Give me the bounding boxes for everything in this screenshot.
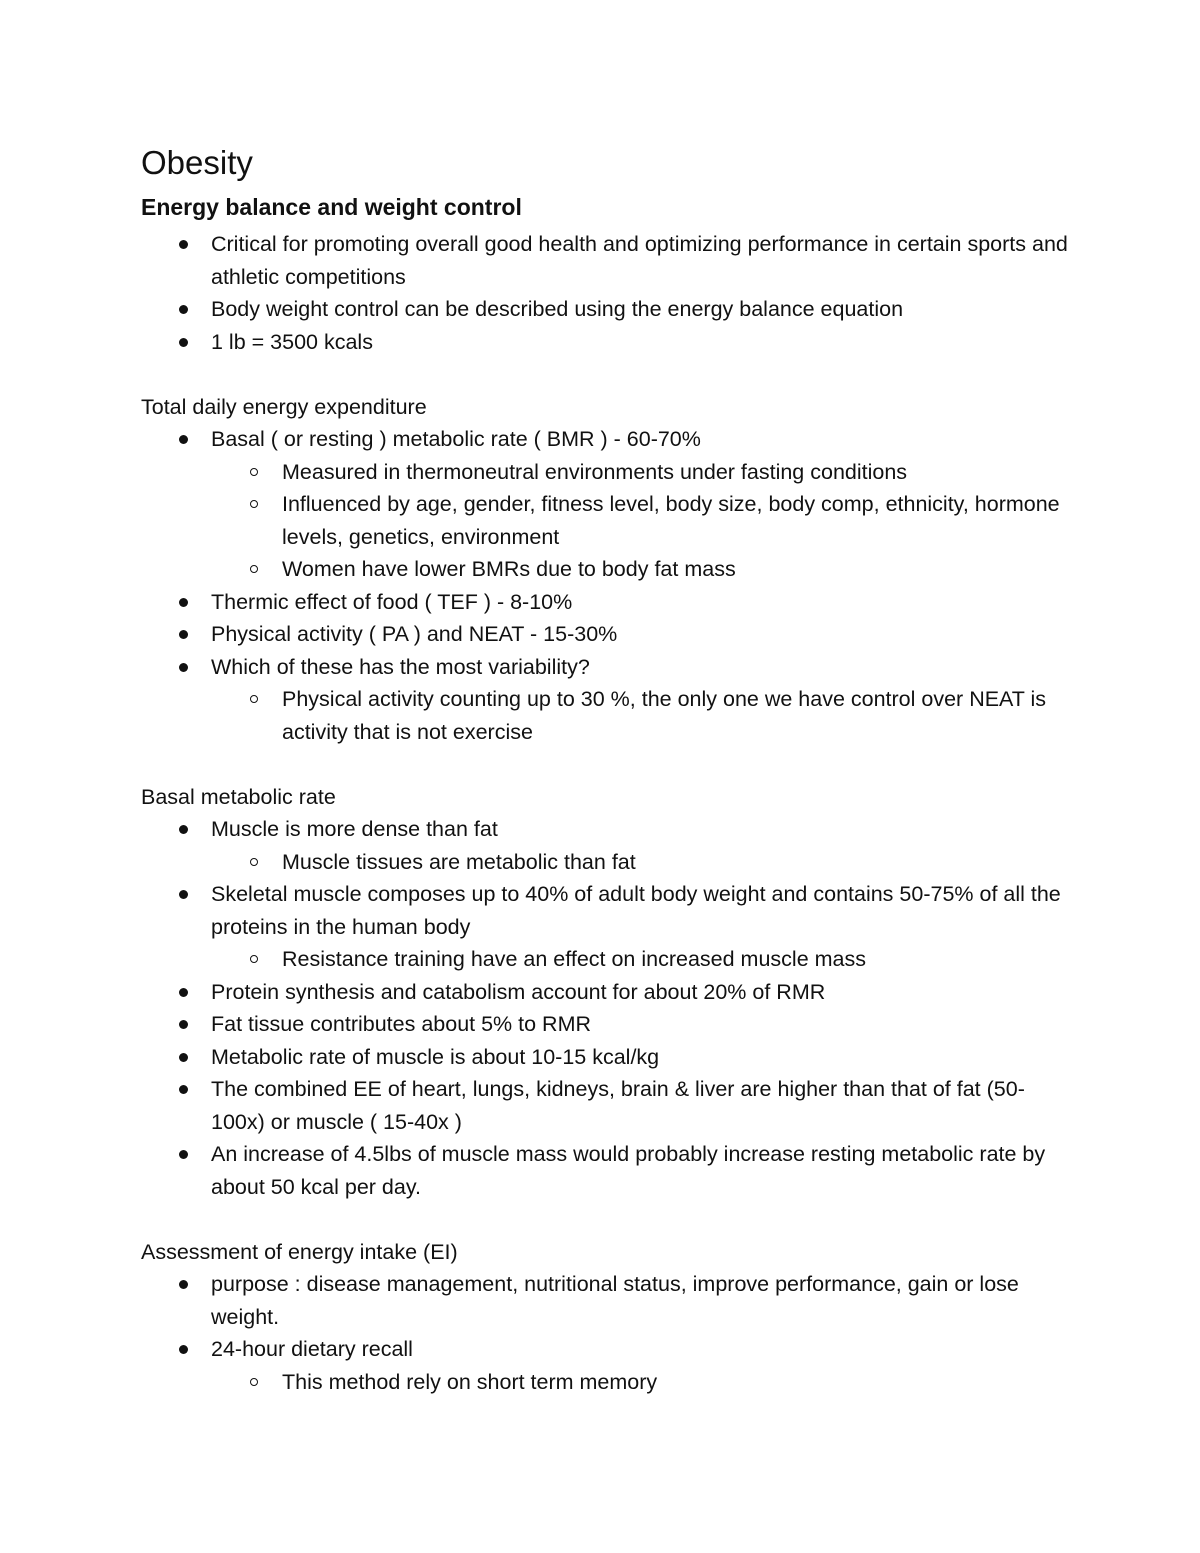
list-item: Fat tissue contributes about 5% to RMR	[141, 1008, 1071, 1041]
bmr-list	[141, 813, 1071, 1203]
sub-list-item: Influenced by age, gender, fitness level, body size, body comp, ethnicity, hormone levels, genetics, environment	[141, 488, 1071, 553]
list-item: Which of these has the most variability?	[141, 651, 1071, 684]
section-heading: Energy balance and weight control	[141, 194, 522, 220]
list-item: Skeletal muscle composes up to 40% of adult body weight and contains 50-75% of all the proteins in the human body	[141, 878, 1071, 943]
sub-list-item: Measured in thermoneutral environments under fasting conditions	[141, 456, 1071, 489]
list-item: Protein synthesis and catabolism account for about 20% of RMR	[141, 976, 1071, 1009]
bullet-dot-icon	[179, 240, 188, 249]
bullet-dot-icon	[179, 663, 188, 672]
bullet-circle-icon	[250, 565, 258, 573]
list-item: Muscle is more dense than fat	[141, 813, 1071, 846]
bullet-circle-icon	[250, 468, 258, 476]
bullet-circle-icon	[250, 1378, 258, 1386]
bullet-dot-icon	[179, 338, 188, 347]
bullet-dot-icon	[179, 630, 188, 639]
bullet-dot-icon	[179, 1150, 188, 1159]
sub-list-item: This method rely on short term memory	[141, 1366, 1071, 1399]
bullet-dot-icon	[179, 598, 188, 607]
bullet-dot-icon	[179, 1280, 188, 1289]
bullet-dot-icon	[179, 435, 188, 444]
sub-list-item: Physical activity counting up to 30 %, the only one we have control over NEAT is activity that is not exercise	[141, 683, 1071, 748]
list-item: 24-hour dietary recall	[141, 1333, 1071, 1366]
list-item: Thermic effect of food ( TEF ) - 8-10%	[141, 586, 1071, 619]
bullet-dot-icon	[179, 1345, 188, 1354]
document-page	[141, 140, 1071, 1398]
intro-list	[141, 228, 1071, 358]
list-item: Basal ( or resting ) metabolic rate ( BMR ) - 60-70%	[141, 423, 1071, 456]
bullet-circle-icon	[250, 858, 258, 866]
tdee-title: Total daily energy expenditure	[141, 394, 427, 419]
bullet-dot-icon	[179, 890, 188, 899]
bullet-dot-icon	[179, 305, 188, 314]
list-item: Body weight control can be described using the energy balance equation	[141, 293, 1071, 326]
ei-recall-sublist	[141, 1366, 1071, 1399]
list-item: Physical activity ( PA ) and NEAT - 15-30%	[141, 618, 1071, 651]
bmr-muscle-sublist	[141, 846, 1071, 879]
list-item: Metabolic rate of muscle is about 10-15 kcal/kg	[141, 1041, 1071, 1074]
ei-list	[141, 1268, 1071, 1398]
sub-list-item: Women have lower BMRs due to body fat mass	[141, 553, 1071, 586]
list-item: 1 lb = 3500 kcals	[141, 326, 1071, 359]
bullet-dot-icon	[179, 1053, 188, 1062]
sub-list-item: Resistance training have an effect on increased muscle mass	[141, 943, 1071, 976]
bullet-dot-icon	[179, 825, 188, 834]
tdee-bmr-sublist	[141, 456, 1071, 586]
document-title: Obesity	[141, 144, 253, 181]
bullet-dot-icon	[179, 988, 188, 997]
list-item: An increase of 4.5lbs of muscle mass would probably increase resting metabolic rate by about 50 kcal per day.	[141, 1138, 1071, 1203]
bullet-dot-icon	[179, 1020, 188, 1029]
bullet-dot-icon	[179, 1085, 188, 1094]
ei-title: Assessment of energy intake (EI)	[141, 1239, 458, 1264]
sub-list-item: Muscle tissues are metabolic than fat	[141, 846, 1071, 879]
bmr-skeletal-sublist	[141, 943, 1071, 976]
tdee-variability-sublist	[141, 683, 1071, 748]
bullet-circle-icon	[250, 955, 258, 963]
tdee-list	[141, 423, 1071, 748]
bullet-circle-icon	[250, 500, 258, 508]
bmr-title: Basal metabolic rate	[141, 784, 336, 809]
bullet-circle-icon	[250, 695, 258, 703]
list-item: purpose : disease management, nutritional status, improve performance, gain or lose weight.	[141, 1268, 1071, 1333]
list-item: The combined EE of heart, lungs, kidneys, brain & liver are higher than that of fat (50-100x) or muscle ( 15-40x )	[141, 1073, 1071, 1138]
list-item: Critical for promoting overall good health and optimizing performance in certain sports and athletic competitions	[141, 228, 1071, 293]
